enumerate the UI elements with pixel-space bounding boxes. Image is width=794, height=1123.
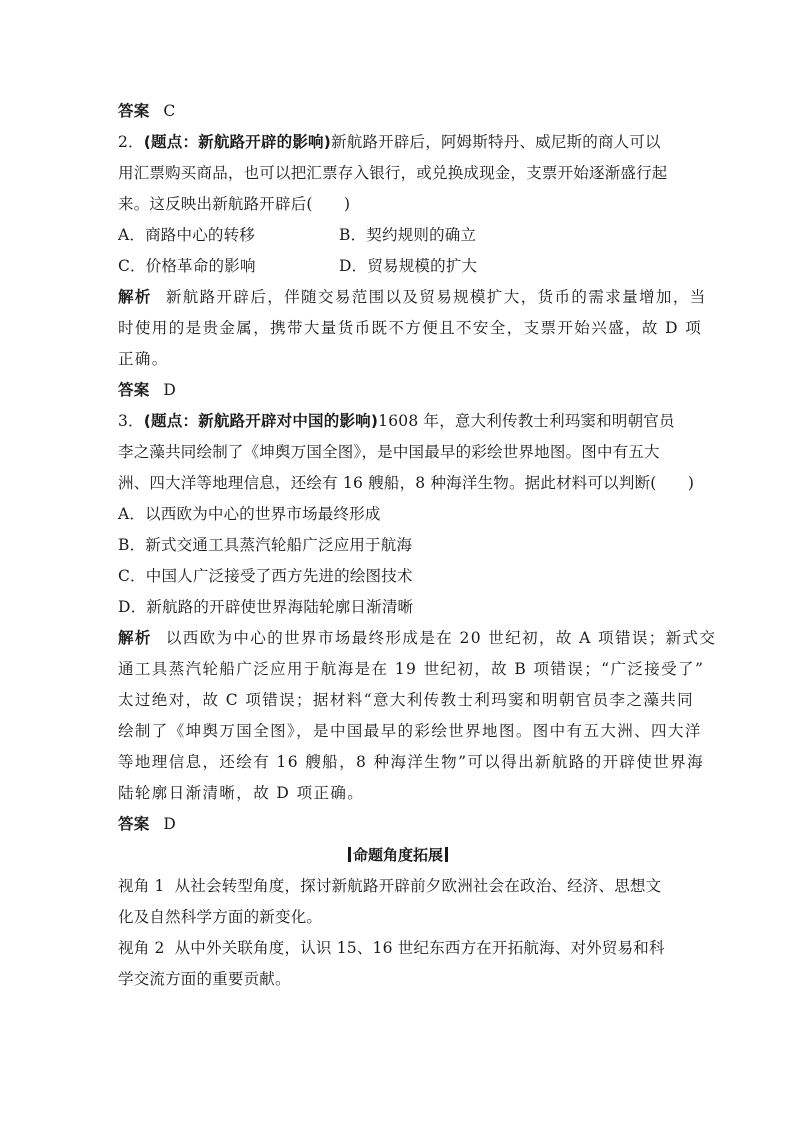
view-text: 从中外关联角度，认识 15、16 世纪东西方在开拓航海、对外贸易和科 xyxy=(174,939,665,957)
analysis-line-3: 太过绝对，故 C 项错误；据材料“意大利传教士利玛窦和明朝官员李之藻共同 xyxy=(118,691,695,709)
analysis-line-6: 陆轮廓日渐清晰，故 D 项正确。 xyxy=(118,784,365,802)
answer-value: C xyxy=(163,102,176,120)
answer-line-1 xyxy=(118,96,678,127)
question-2-options-row-2 xyxy=(118,251,678,282)
question-2-line-2: 用汇票购买商品，也可以把汇票存入银行，或兑换成现金，支票开始逐渐盛行起 xyxy=(118,164,668,182)
answer-label: 答案 xyxy=(118,102,150,120)
question-3-line-1 xyxy=(118,406,678,437)
analysis-line-2: 通工具蒸汽轮船广泛应用于航海是在 19 世纪初，故 B 项错误；“广泛接受了” xyxy=(118,660,705,678)
analysis-text: 新航路开辟后，伴随交易范围以及贸易规模扩大，货币的需求量增加，当 xyxy=(165,288,707,306)
question-text: 新航路开辟后，阿姆斯特丹、威尼斯的商人可以 xyxy=(331,133,661,151)
analysis-line-2: 时使用的是贵金属，携带大量货币既不方便且不安全，支票开始兴盛，故 D 项 xyxy=(118,319,703,337)
analysis-line-5: 等地理信息，还绘有 16 艘船，8 种海洋生物”可以得出新航路的开辟使世界海 xyxy=(118,753,704,771)
view-1-line-2: 化及自然科学方面的新变化。 xyxy=(118,908,323,926)
option-b: B．契约规则的确立 xyxy=(339,226,477,244)
answer-line-3 xyxy=(118,809,678,840)
question-2-line-3: 来。这反映出新航路开辟后( ) xyxy=(118,195,351,213)
question-2-line-1 xyxy=(118,127,678,158)
answer-value: D xyxy=(163,815,177,833)
option-d: D．新航路的开辟使世界海陆轮廓日渐清晰 xyxy=(118,598,414,616)
heading-bar-left xyxy=(348,847,351,862)
question-3-line-3: 洲、四大洋等地理信息，还绘有 16 艘船，8 种海洋生物。据此材料可以判断( ) xyxy=(118,474,695,492)
section-title: 命题角度拓展 xyxy=(352,846,443,864)
analysis-line-4: 绘制了《坤舆万国全图》，是中国最早的彩绘世界地图。图中有五大洲、四大洋 xyxy=(118,722,702,740)
option-d: D．贸易规模的扩大 xyxy=(339,257,478,275)
analysis-line-1 xyxy=(118,623,717,654)
view-text: 从社会转型角度，探讨新航路开辟前夕欧洲社会在政治、经济、思想文 xyxy=(174,877,662,895)
view-2-line-1 xyxy=(118,933,678,964)
answer-value: D xyxy=(163,381,177,399)
view-label: 视角 1 xyxy=(118,877,165,895)
question-number: 3． xyxy=(118,412,144,430)
analysis-line-3: 正确。 xyxy=(118,350,169,368)
view-label: 视角 2 xyxy=(118,939,165,957)
question-topic-tag: (题点：新航路开辟对中国的影响) xyxy=(143,412,379,430)
section-heading xyxy=(118,840,678,871)
question-number: 2． xyxy=(118,133,144,151)
document-page xyxy=(118,96,717,995)
view-1-line-1 xyxy=(118,871,678,902)
question-topic-tag: (题点：新航路开辟的影响) xyxy=(143,133,332,151)
analysis-label: 解析 xyxy=(118,288,152,306)
answer-label: 答案 xyxy=(118,815,150,833)
view-2-line-2: 学交流方面的重要贡献。 xyxy=(118,970,291,988)
analysis-line-1 xyxy=(118,282,707,313)
option-a: A．商路中心的转移 xyxy=(118,226,255,244)
question-text: 1608 年，意大利传教士利玛窦和明朝官员 xyxy=(378,412,675,430)
option-c: C．中国人广泛接受了西方先进的绘图技术 xyxy=(118,567,413,585)
analysis-text: 以西欧为中心的世界市场最终形成是在 20 世纪初，故 A 项错误；新式交 xyxy=(165,629,717,647)
answer-label: 答案 xyxy=(118,381,150,399)
option-b: B．新式交通工具蒸汽轮船广泛应用于航海 xyxy=(118,536,413,554)
question-3-line-2: 李之藻共同绘制了《坤舆万国全图》，是中国最早的彩绘世界地图。图中有五大 xyxy=(118,443,660,461)
option-c: C．价格革命的影响 xyxy=(118,257,256,275)
option-a: A．以西欧为中心的世界市场最终形成 xyxy=(118,505,381,523)
answer-line-2 xyxy=(118,375,678,406)
heading-bar-right xyxy=(445,847,448,862)
question-2-options-row-1 xyxy=(118,220,678,251)
analysis-label: 解析 xyxy=(118,629,152,647)
